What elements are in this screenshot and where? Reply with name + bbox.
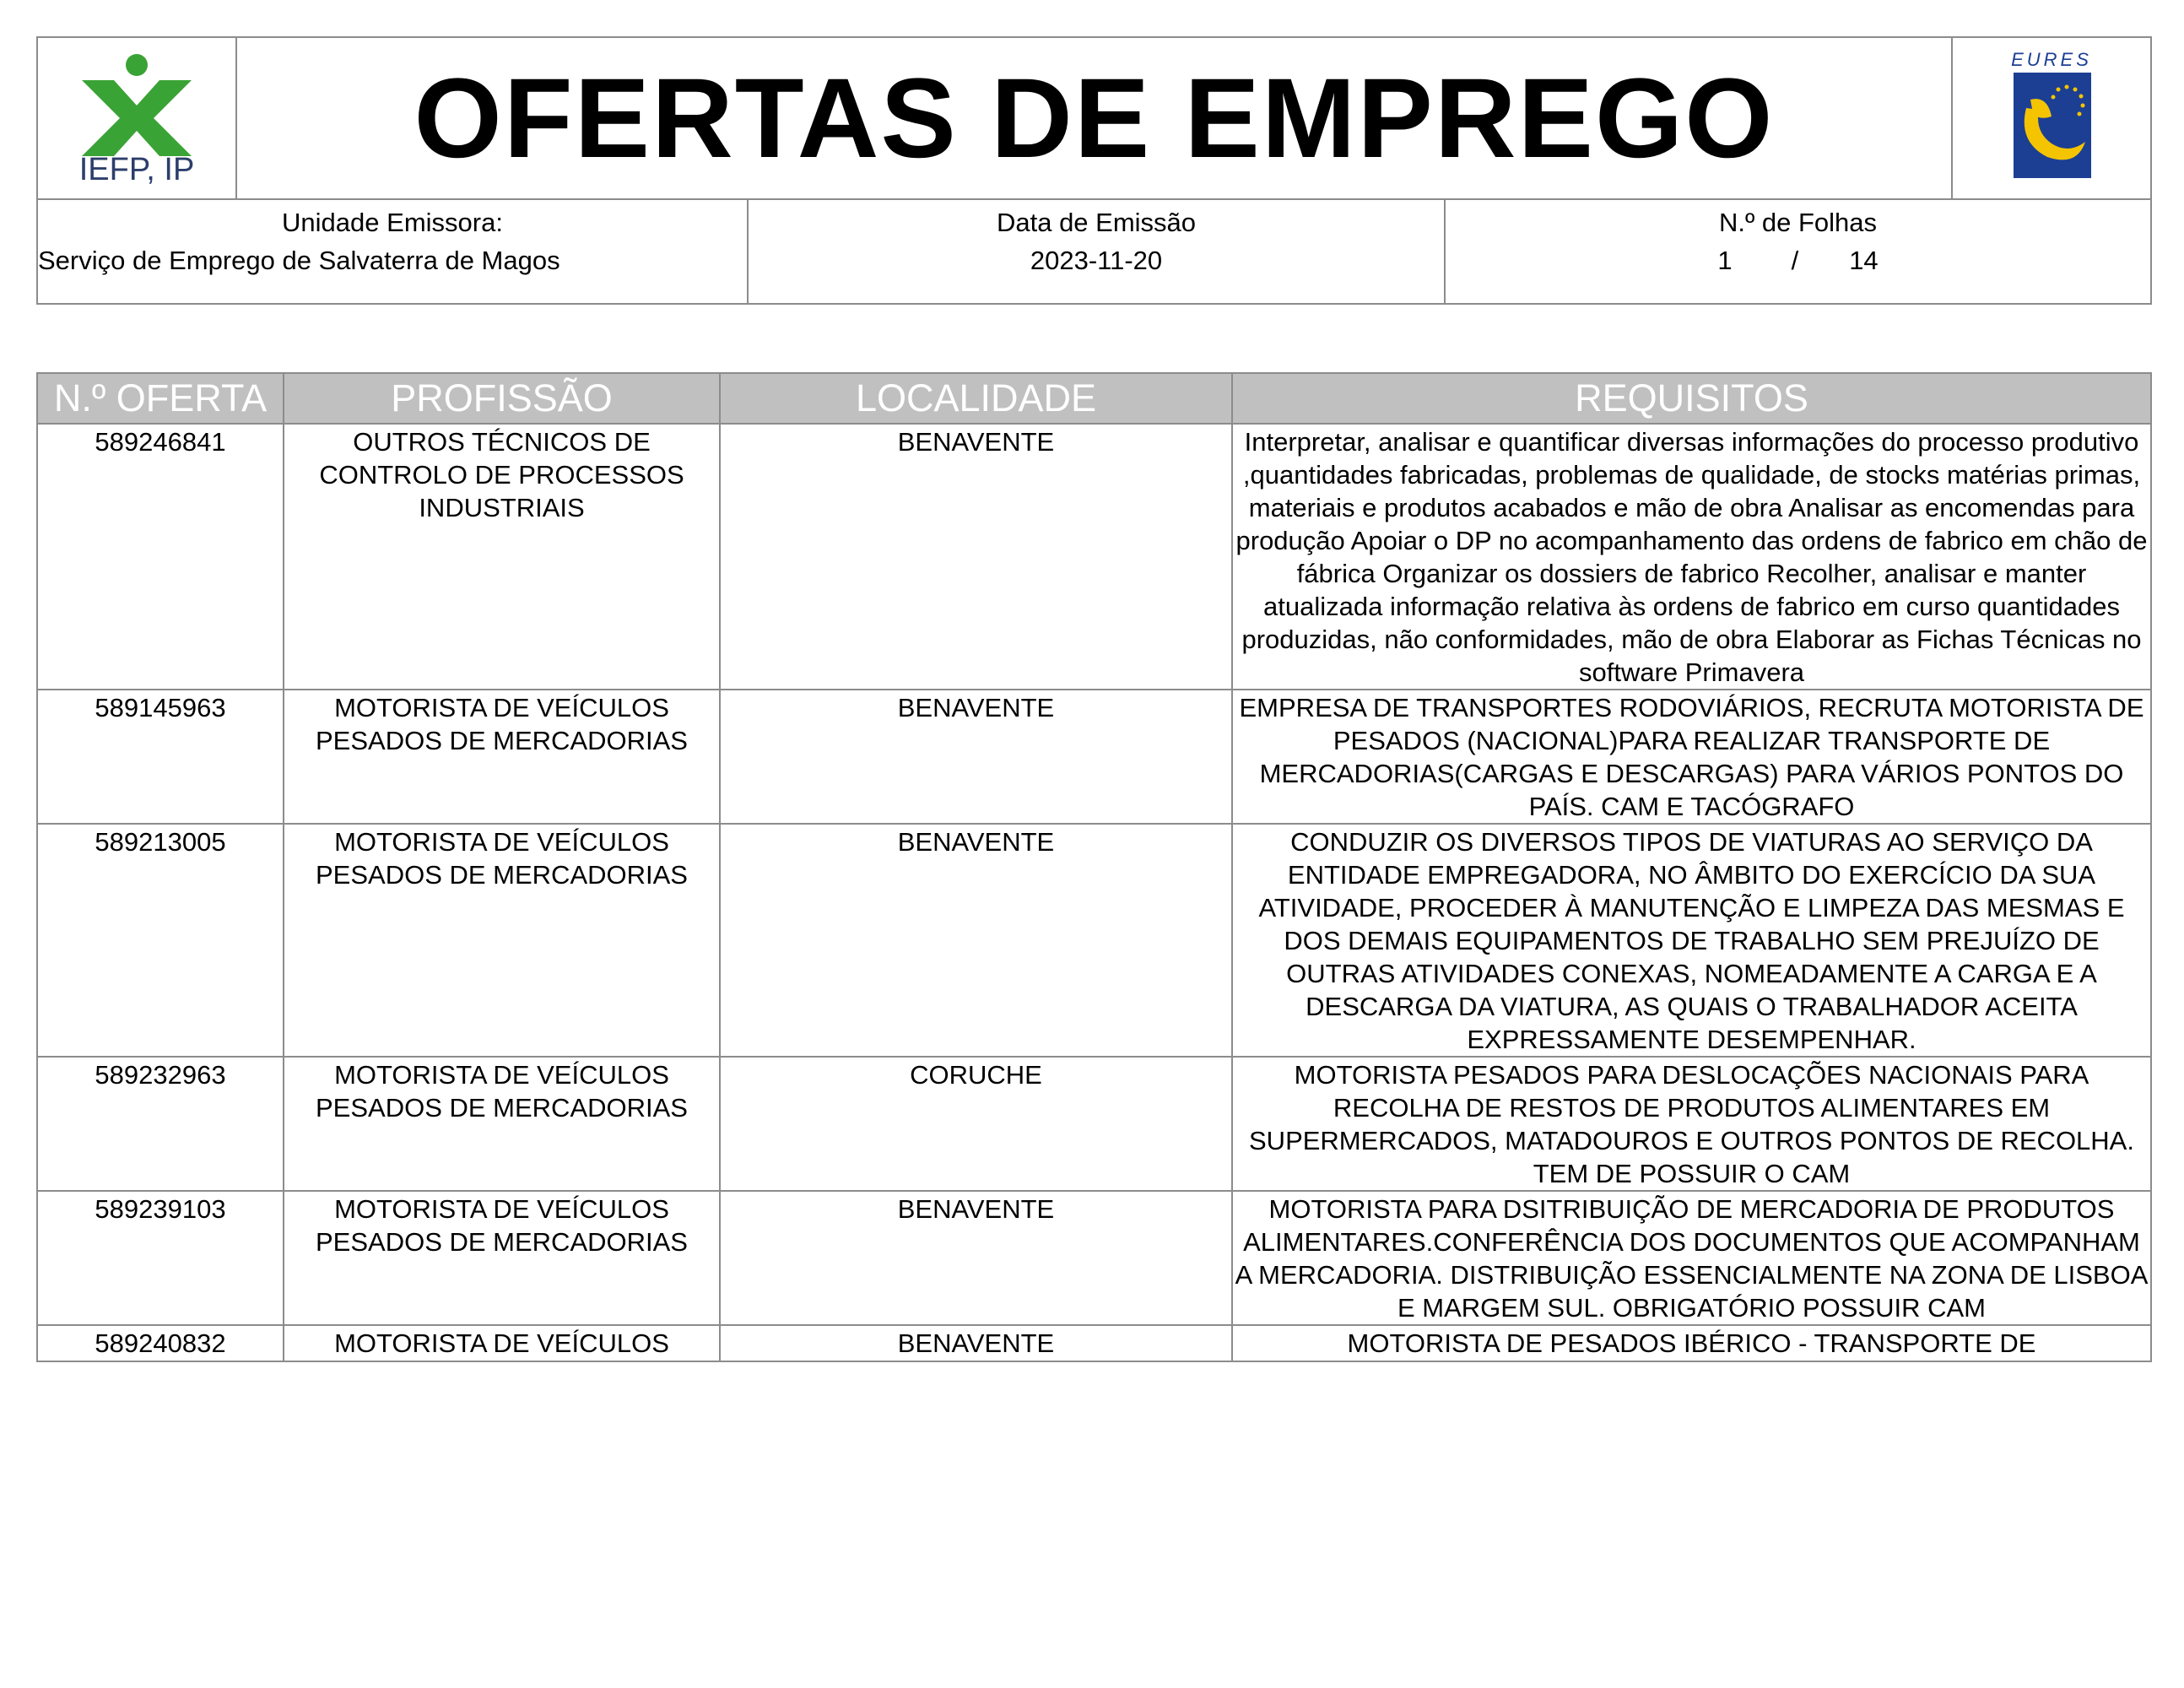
document-header — [36, 36, 2152, 200]
offer-number: 589145963 — [37, 690, 284, 824]
eures-logo-icon — [2001, 49, 2102, 184]
iefp-logo — [37, 37, 236, 199]
offer-location: BENAVENTE — [720, 424, 1232, 690]
offer-location: BENAVENTE — [720, 1191, 1232, 1325]
sheet-current: 1 — [1717, 246, 1733, 275]
offer-number: 589246841 — [37, 424, 284, 690]
iefp-logo-text: IEFP, IP — [78, 152, 195, 186]
offer-requirements: MOTORISTA DE PESADOS IBÉRICO - TRANSPORTE DE — [1232, 1325, 2151, 1361]
offer-requirements: CONDUZIR OS DIVERSOS TIPOS DE VIATURAS AO SERVIÇO DA ENTIDADE EMPREGADORA, NO ÂMBITO DO EXERCÍCIO DA SUA ATIVIDADE, PROCEDER À MANUTENÇÃO E LIMPEZA DAS MESMAS E DOS DEMAIS EQUIPAMENTOS DE TRABALHO SEM PREJUÍZO DE OUTRAS ATIVIDADES CONEXAS, NOMEADAMENTE A CARGA E A DESCARGA DA VIATURA, AS QUAIS O TRABALHADOR ACEITA EXPRESSAMENTE DESEMPENHAR. — [1232, 824, 2151, 1057]
offer-location: CORUCHE — [720, 1057, 1232, 1191]
column-header-offer-number: N.º OFERTA — [37, 373, 284, 424]
offer-requirements: MOTORISTA PARA DSITRIBUIÇÃO DE MERCADORIA DE PRODUTOS ALIMENTARES.CONFERÊNCIA DOS DOCUMENTOS QUE ACOMPANHAM A MERCADORIA. DISTRIBUIÇÃO ESSENCIALMENTE NA ZONA DE LISBOA E MARGEM SUL. OBRIGATÓRIO POSSUIR CAM — [1232, 1191, 2151, 1325]
table-row — [37, 1325, 2151, 1361]
offer-requirements: EMPRESA DE TRANSPORTES RODOVIÁRIOS, RECRUTA MOTORISTA DE PESADOS (NACIONAL)PARA REALIZAR TRANSPORTE DE MERCADORIAS(CARGAS E DESCARGAS) PARA VÁRIOS PONTOS DO PAÍS. CAM E TACÓGRAFO — [1232, 690, 2151, 824]
offer-profession: MOTORISTA DE VEÍCULOS PESADOS DE MERCADORIAS — [284, 1191, 720, 1325]
eures-logo — [1952, 37, 2151, 199]
column-header-location: LOCALIDADE — [720, 373, 1232, 424]
issue-date-value: 2023-11-20 — [1030, 246, 1163, 275]
sheet-count-label: N.º de Folhas — [1718, 208, 1878, 237]
offer-profession: OUTROS TÉCNICOS DE CONTROLO DE PROCESSOS INDUSTRIAIS — [284, 424, 720, 690]
page-title: OFERTAS DE EMPREGO — [236, 37, 1952, 199]
iefp-logo-icon — [73, 46, 200, 186]
sheet-separator: / — [1791, 246, 1799, 275]
offer-location: BENAVENTE — [720, 824, 1232, 1057]
table-row — [37, 424, 2151, 690]
offer-profession: MOTORISTA DE VEÍCULOS — [284, 1325, 720, 1361]
issuing-unit — [37, 199, 748, 304]
offer-requirements: MOTORISTA PESADOS PARA DESLOCAÇÕES NACIONAIS PARA RECOLHA DE RESTOS DE PRODUTOS ALIMENTARES EM SUPERMERCADOS, MATADOUROS E OUTROS PONTOS DE RECOLHA. TEM DE POSSUIR O CAM — [1232, 1057, 2151, 1191]
table-row — [37, 1191, 2151, 1325]
sheet-total: 14 — [1849, 246, 1879, 275]
offer-number: 589232963 — [37, 1057, 284, 1191]
eures-logo-text: EURES — [2011, 48, 2092, 70]
document-info — [36, 198, 2152, 305]
offer-requirements: Interpretar, analisar e quantificar diversas informações do processo produtivo ,quantidades fabricadas, problemas de qualidade, de stocks matérias primas, materiais e produtos acabados e mão de obra Analisar as encomendas para produção Apoiar o DP no acompanhamento das ordens de fabrico em chão de fábrica Organizar os dossiers de fabrico Recolher, analisar e manter atualizada informação relativa às ordens de fabrico em curso quantidades produzidas, não conformidades, mão de obra Elaborar as Fichas Técnicas no software Primavera — [1232, 424, 2151, 690]
table-header-row — [37, 373, 2151, 424]
offer-location: BENAVENTE — [720, 690, 1232, 824]
offer-profession: MOTORISTA DE VEÍCULOS PESADOS DE MERCADORIAS — [284, 824, 720, 1057]
issuing-unit-label: Unidade Emissora: — [282, 208, 503, 237]
issue-date-label: Data de Emissão — [996, 208, 1197, 237]
column-header-profession: PROFISSÃO — [284, 373, 720, 424]
table-row — [37, 1057, 2151, 1191]
offer-number: 589239103 — [37, 1191, 284, 1325]
offer-number: 589240832 — [37, 1325, 284, 1361]
offer-profession: MOTORISTA DE VEÍCULOS PESADOS DE MERCADORIAS — [284, 690, 720, 824]
offer-profession: MOTORISTA DE VEÍCULOS PESADOS DE MERCADORIAS — [284, 1057, 720, 1191]
job-offers-table — [36, 372, 2152, 1362]
offer-location: BENAVENTE — [720, 1325, 1232, 1361]
table-row — [37, 824, 2151, 1057]
issue-date — [748, 199, 1445, 304]
column-header-requirements: REQUISITOS — [1232, 373, 2151, 424]
sheet-count — [1445, 199, 2151, 304]
offer-number: 589213005 — [37, 824, 284, 1057]
table-row — [37, 690, 2151, 824]
issuing-unit-value: Serviço de Emprego de Salvaterra de Magos — [38, 246, 560, 275]
